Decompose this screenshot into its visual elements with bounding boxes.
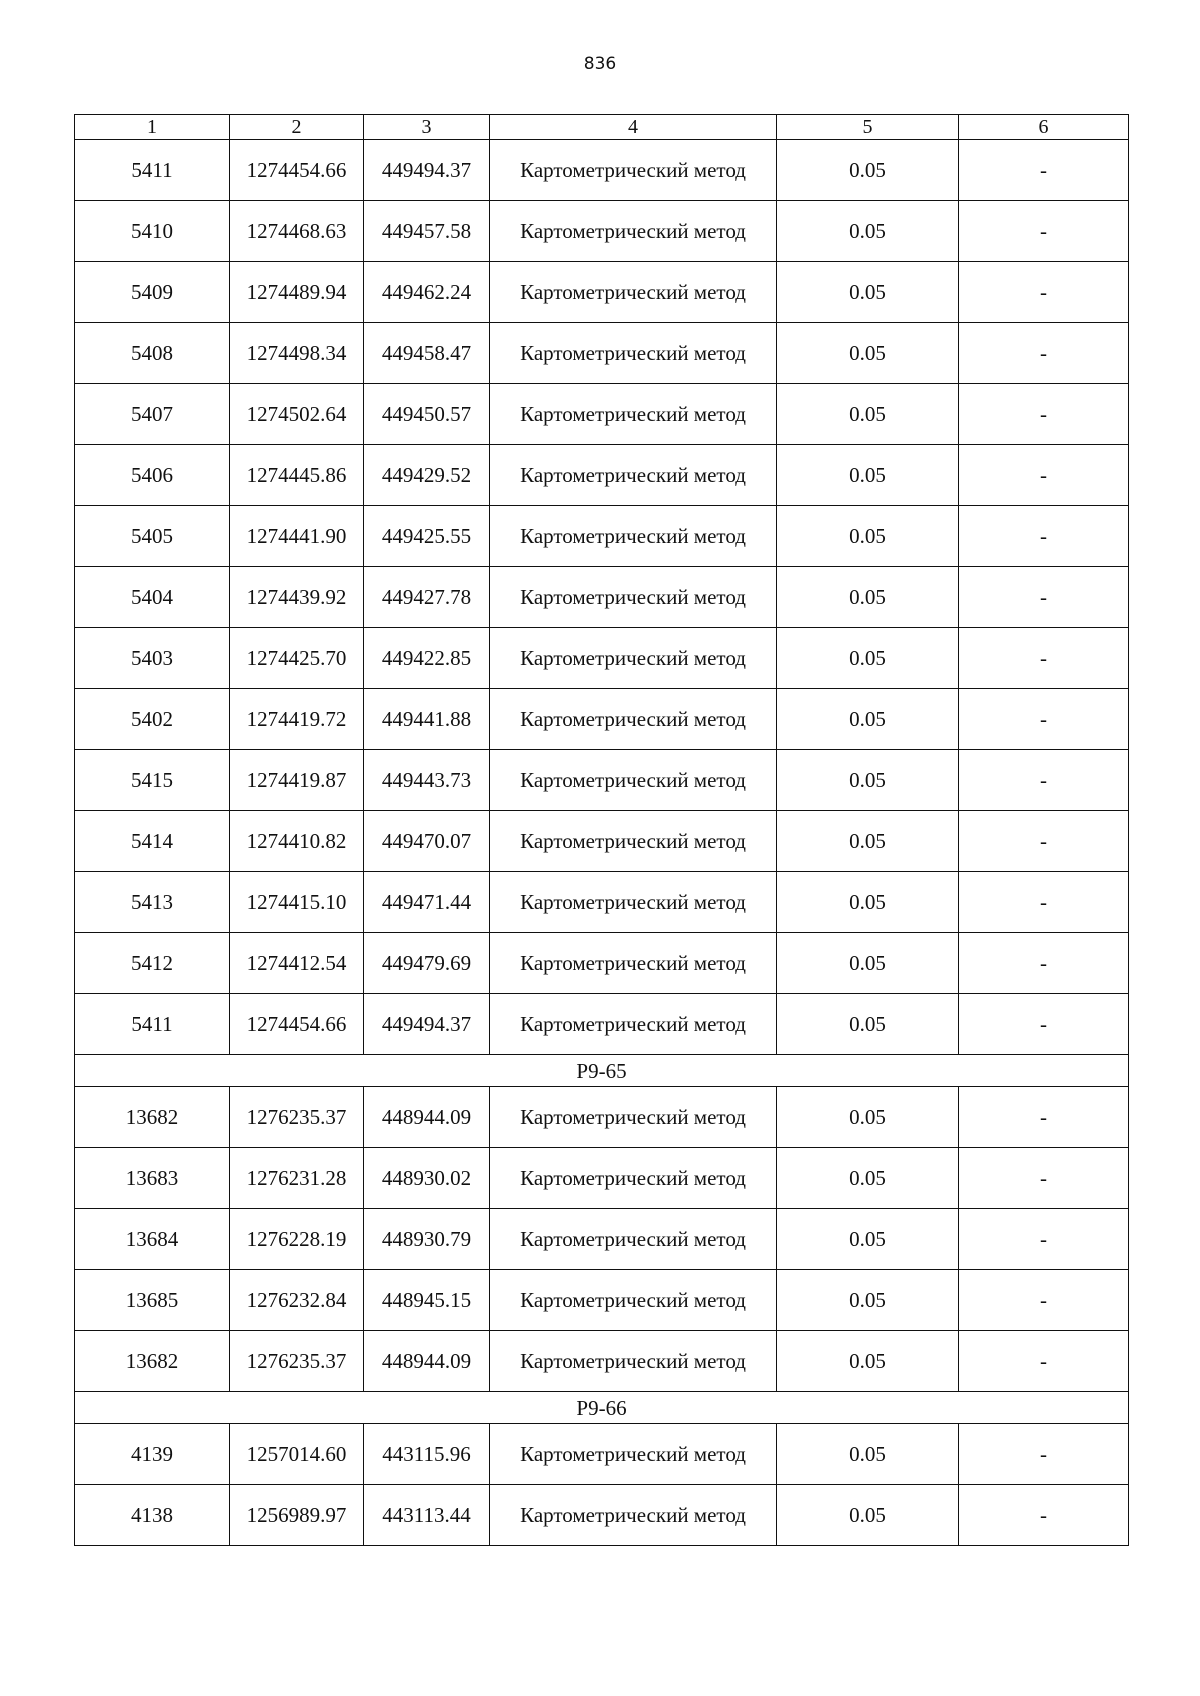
y-coordinate-cell: 449429.52 xyxy=(364,445,490,506)
header-cell-3: 3 xyxy=(364,115,490,140)
note-cell: - xyxy=(959,750,1129,811)
method-cell: Картометрический метод xyxy=(490,1209,777,1270)
y-coordinate-cell: 449457.58 xyxy=(364,201,490,262)
note-cell: - xyxy=(959,262,1129,323)
x-coordinate-cell: 1274410.82 xyxy=(230,811,364,872)
table-row xyxy=(75,1270,1129,1331)
x-coordinate-cell: 1276232.84 xyxy=(230,1270,364,1331)
note-cell: - xyxy=(959,1485,1129,1546)
point-number-cell: 5405 xyxy=(75,506,230,567)
y-coordinate-cell: 449470.07 xyxy=(364,811,490,872)
method-cell: Картометрический метод xyxy=(490,872,777,933)
point-number-cell: 4139 xyxy=(75,1424,230,1485)
y-coordinate-cell: 449462.24 xyxy=(364,262,490,323)
note-cell: - xyxy=(959,872,1129,933)
y-coordinate-cell: 449425.55 xyxy=(364,506,490,567)
y-coordinate-cell: 449479.69 xyxy=(364,933,490,994)
header-cell-1: 1 xyxy=(75,115,230,140)
table-row xyxy=(75,1087,1129,1148)
x-coordinate-cell: 1274441.90 xyxy=(230,506,364,567)
note-cell: - xyxy=(959,1087,1129,1148)
note-cell: - xyxy=(959,811,1129,872)
table-row xyxy=(75,994,1129,1055)
method-cell: Картометрический метод xyxy=(490,1270,777,1331)
note-cell: - xyxy=(959,689,1129,750)
method-cell: Картометрический метод xyxy=(490,140,777,201)
x-coordinate-cell: 1274419.72 xyxy=(230,689,364,750)
method-cell: Картометрический метод xyxy=(490,750,777,811)
point-number-cell: 4138 xyxy=(75,1485,230,1546)
y-coordinate-cell: 448945.15 xyxy=(364,1270,490,1331)
accuracy-cell: 0.05 xyxy=(777,506,959,567)
note-cell: - xyxy=(959,1148,1129,1209)
accuracy-cell: 0.05 xyxy=(777,1209,959,1270)
table-row xyxy=(75,811,1129,872)
accuracy-cell: 0.05 xyxy=(777,689,959,750)
table-row xyxy=(75,140,1129,201)
note-cell: - xyxy=(959,1209,1129,1270)
accuracy-cell: 0.05 xyxy=(777,201,959,262)
y-coordinate-cell: 448944.09 xyxy=(364,1087,490,1148)
point-number-cell: 5412 xyxy=(75,933,230,994)
method-cell: Картометрический метод xyxy=(490,1485,777,1546)
point-number-cell: 13682 xyxy=(75,1331,230,1392)
header-cell-4: 4 xyxy=(490,115,777,140)
point-number-cell: 5407 xyxy=(75,384,230,445)
coordinates-table xyxy=(74,114,1129,1546)
table-row xyxy=(75,933,1129,994)
table-header-row xyxy=(75,115,1129,140)
method-cell: Картометрический метод xyxy=(490,201,777,262)
point-number-cell: 5409 xyxy=(75,262,230,323)
x-coordinate-cell: 1274454.66 xyxy=(230,140,364,201)
accuracy-cell: 0.05 xyxy=(777,933,959,994)
table-row xyxy=(75,262,1129,323)
x-coordinate-cell: 1276228.19 xyxy=(230,1209,364,1270)
header-cell-5: 5 xyxy=(777,115,959,140)
method-cell: Картометрический метод xyxy=(490,1424,777,1485)
note-cell: - xyxy=(959,933,1129,994)
point-number-cell: 5403 xyxy=(75,628,230,689)
accuracy-cell: 0.05 xyxy=(777,1424,959,1485)
note-cell: - xyxy=(959,1331,1129,1392)
table-row xyxy=(75,384,1129,445)
point-number-cell: 5413 xyxy=(75,872,230,933)
note-cell: - xyxy=(959,628,1129,689)
y-coordinate-cell: 449427.78 xyxy=(364,567,490,628)
x-coordinate-cell: 1274425.70 xyxy=(230,628,364,689)
note-cell: - xyxy=(959,1424,1129,1485)
table-row xyxy=(75,323,1129,384)
method-cell: Картометрический метод xyxy=(490,994,777,1055)
method-cell: Картометрический метод xyxy=(490,933,777,994)
x-coordinate-cell: 1274439.92 xyxy=(230,567,364,628)
note-cell: - xyxy=(959,323,1129,384)
note-cell: - xyxy=(959,140,1129,201)
point-number-cell: 13685 xyxy=(75,1270,230,1331)
x-coordinate-cell: 1274454.66 xyxy=(230,994,364,1055)
accuracy-cell: 0.05 xyxy=(777,811,959,872)
y-coordinate-cell: 449450.57 xyxy=(364,384,490,445)
point-number-cell: 5402 xyxy=(75,689,230,750)
section-title: Р9-65 xyxy=(75,1055,1129,1087)
method-cell: Картометрический метод xyxy=(490,323,777,384)
table-row xyxy=(75,1148,1129,1209)
point-number-cell: 5415 xyxy=(75,750,230,811)
note-cell: - xyxy=(959,201,1129,262)
note-cell: - xyxy=(959,1270,1129,1331)
accuracy-cell: 0.05 xyxy=(777,628,959,689)
method-cell: Картометрический метод xyxy=(490,1148,777,1209)
method-cell: Картометрический метод xyxy=(490,1331,777,1392)
point-number-cell: 5411 xyxy=(75,140,230,201)
method-cell: Картометрический метод xyxy=(490,689,777,750)
point-number-cell: 13682 xyxy=(75,1087,230,1148)
accuracy-cell: 0.05 xyxy=(777,872,959,933)
accuracy-cell: 0.05 xyxy=(777,384,959,445)
point-number-cell: 13683 xyxy=(75,1148,230,1209)
x-coordinate-cell: 1257014.60 xyxy=(230,1424,364,1485)
accuracy-cell: 0.05 xyxy=(777,567,959,628)
table-body xyxy=(75,115,1129,1546)
method-cell: Картометрический метод xyxy=(490,567,777,628)
y-coordinate-cell: 449422.85 xyxy=(364,628,490,689)
x-coordinate-cell: 1276231.28 xyxy=(230,1148,364,1209)
accuracy-cell: 0.05 xyxy=(777,750,959,811)
x-coordinate-cell: 1276235.37 xyxy=(230,1087,364,1148)
method-cell: Картометрический метод xyxy=(490,384,777,445)
table-row xyxy=(75,506,1129,567)
accuracy-cell: 0.05 xyxy=(777,323,959,384)
table-row xyxy=(75,750,1129,811)
method-cell: Картометрический метод xyxy=(490,445,777,506)
y-coordinate-cell: 449441.88 xyxy=(364,689,490,750)
accuracy-cell: 0.05 xyxy=(777,1270,959,1331)
y-coordinate-cell: 449458.47 xyxy=(364,323,490,384)
note-cell: - xyxy=(959,994,1129,1055)
method-cell: Картометрический метод xyxy=(490,506,777,567)
accuracy-cell: 0.05 xyxy=(777,140,959,201)
section-header-row xyxy=(75,1055,1129,1087)
x-coordinate-cell: 1274445.86 xyxy=(230,445,364,506)
y-coordinate-cell: 449443.73 xyxy=(364,750,490,811)
table-row xyxy=(75,872,1129,933)
y-coordinate-cell: 448944.09 xyxy=(364,1331,490,1392)
note-cell: - xyxy=(959,506,1129,567)
note-cell: - xyxy=(959,384,1129,445)
x-coordinate-cell: 1274489.94 xyxy=(230,262,364,323)
table-row xyxy=(75,1424,1129,1485)
method-cell: Картометрический метод xyxy=(490,1087,777,1148)
table-row xyxy=(75,445,1129,506)
point-number-cell: 5410 xyxy=(75,201,230,262)
y-coordinate-cell: 443113.44 xyxy=(364,1485,490,1546)
header-cell-2: 2 xyxy=(230,115,364,140)
table-row xyxy=(75,567,1129,628)
x-coordinate-cell: 1276235.37 xyxy=(230,1331,364,1392)
x-coordinate-cell: 1274419.87 xyxy=(230,750,364,811)
method-cell: Картометрический метод xyxy=(490,262,777,323)
table-row xyxy=(75,628,1129,689)
point-number-cell: 13684 xyxy=(75,1209,230,1270)
y-coordinate-cell: 449494.37 xyxy=(364,994,490,1055)
x-coordinate-cell: 1274415.10 xyxy=(230,872,364,933)
table-row xyxy=(75,689,1129,750)
x-coordinate-cell: 1256989.97 xyxy=(230,1485,364,1546)
y-coordinate-cell: 448930.79 xyxy=(364,1209,490,1270)
section-header-row xyxy=(75,1392,1129,1424)
note-cell: - xyxy=(959,567,1129,628)
point-number-cell: 5408 xyxy=(75,323,230,384)
y-coordinate-cell: 449494.37 xyxy=(364,140,490,201)
accuracy-cell: 0.05 xyxy=(777,1148,959,1209)
table-row xyxy=(75,1209,1129,1270)
x-coordinate-cell: 1274502.64 xyxy=(230,384,364,445)
table-row xyxy=(75,1485,1129,1546)
note-cell: - xyxy=(959,445,1129,506)
method-cell: Картометрический метод xyxy=(490,628,777,689)
y-coordinate-cell: 449471.44 xyxy=(364,872,490,933)
table-row xyxy=(75,201,1129,262)
accuracy-cell: 0.05 xyxy=(777,445,959,506)
accuracy-cell: 0.05 xyxy=(777,994,959,1055)
header-cell-6: 6 xyxy=(959,115,1129,140)
accuracy-cell: 0.05 xyxy=(777,1485,959,1546)
point-number-cell: 5406 xyxy=(75,445,230,506)
accuracy-cell: 0.05 xyxy=(777,1087,959,1148)
y-coordinate-cell: 448930.02 xyxy=(364,1148,490,1209)
page-number: 836 xyxy=(583,54,617,74)
table-row xyxy=(75,1331,1129,1392)
x-coordinate-cell: 1274498.34 xyxy=(230,323,364,384)
point-number-cell: 5414 xyxy=(75,811,230,872)
x-coordinate-cell: 1274412.54 xyxy=(230,933,364,994)
point-number-cell: 5404 xyxy=(75,567,230,628)
point-number-cell: 5411 xyxy=(75,994,230,1055)
x-coordinate-cell: 1274468.63 xyxy=(230,201,364,262)
accuracy-cell: 0.05 xyxy=(777,1331,959,1392)
method-cell: Картометрический метод xyxy=(490,811,777,872)
section-title: Р9-66 xyxy=(75,1392,1129,1424)
accuracy-cell: 0.05 xyxy=(777,262,959,323)
y-coordinate-cell: 443115.96 xyxy=(364,1424,490,1485)
